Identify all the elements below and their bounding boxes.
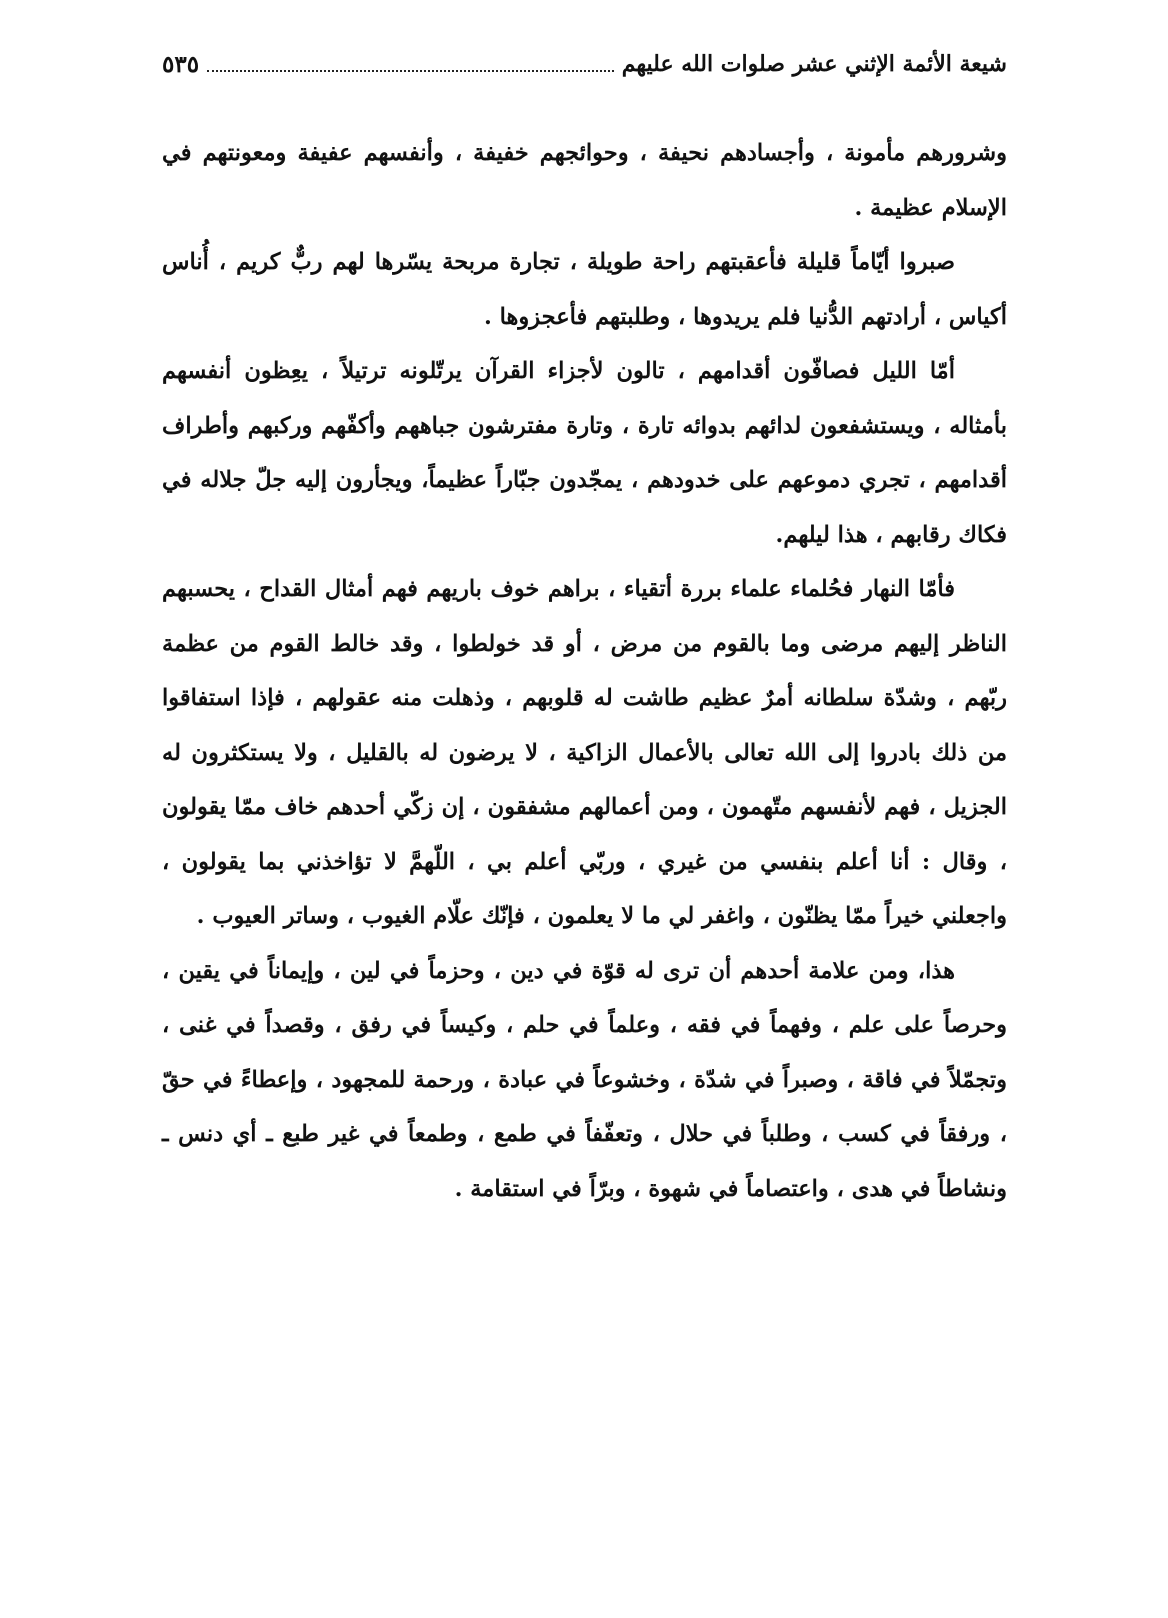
paragraph-2: صبروا أيّاماً قليلة فأعقبتهم راحة طويلة ، تجارة مربحة يسّرها لهم ربٌّ كريم ، أُناس أكياس ، أرادتهم الدُّنيا فلم يريدوها ، وطلبتهم فأعجزوها . [162, 249, 1007, 330]
body-text [162, 126, 1007, 1216]
paragraph-3: أمّا الليل فصافّون أقدامهم ، تالون لأجزاء القرآن يرتّلونه ترتيلاً ، يعِظون أنفسهم بأمثاله ، ويستشفعون لدائهم بدوائه تارة ، وتارة مفترشون جباههم وأكفّهم وركبهم وأطراف أقدامهم ، تجري دموعهم على خدودهم ، يمجّدون جبّاراً عظيماً، ويجأرون إليه جلّ جلاله في فكاك رقابهم ، هذا ليلهم. [162, 358, 1007, 548]
paragraph-5: هذا، ومن علامة أحدهم أن ترى له قوّة في دين ، وحزماً في لين ، وإيماناً في يقين ، وحرصاً على علم ، وفهماً في فقه ، وعلماً في حلم ، وكيساً في رفق ، وقصداً في غنى ، وتجمّلاً في فاقة ، وصبراً في شدّة ، وخشوعاً في عبادة ، ورحمة للمجهود ، وإعطاءً في حقّ ، ورفقاً في كسب ، وطلباً في حلال ، وتعفّفاً في طمع ، وطمعاً في غير طبع ـ أي دنس ـ ونشاطاً في هدى ، واعتصاماً في شهوة ، وبرّاً في استقامة . [162, 957, 1007, 1202]
page-number: ٥٣٥ [162, 50, 200, 78]
dot-leader [207, 68, 614, 72]
paragraph-4: فأمّا النهار فحُلماء علماء بررة أتقياء ، براهم خوف باريهم فهم أمثال القداح ، يحسبهم الناظر إليهم مرضى وما بالقوم من مرض ، أو قد خولطوا ، وقد خالط القوم من عظمة ربّهم ، وشدّة سلطانه أمرٌ عظيم طاشت له قلوبهم ، وذهلت منه عقولهم ، فإذا استفاقوا من ذلك بادروا إلى الله تعالى بالأعمال الزاكية ، لا يرضون له بالقليل ، ولا يستكثرون له الجزيل ، فهم لأنفسهم متّهمون ، ومن أعمالهم مشفقون ، إن زكّي أحدهم خاف ممّا يقولون ، وقال : أنا أعلم بنفسي من غيري ، وربّي أعلم بي ، اللّهمَّ لا تؤاخذني بما يقولون ، واجعلني خيراً ممّا يظنّون ، واغفر لي ما لا يعلمون ، فإنّك علّام الغيوب ، وساتر العيوب . [162, 576, 1007, 929]
page-header [162, 44, 1007, 84]
running-title: شيعة الأئمة الإثني عشر صلوات الله عليهم [621, 51, 1007, 77]
paragraph-1: وشرورهم مأمونة ، وأجسادهم نحيفة ، وحوائجهم خفيفة ، وأنفسهم عفيفة ومعونتهم في الإسلام عظيمة . [162, 140, 1007, 221]
